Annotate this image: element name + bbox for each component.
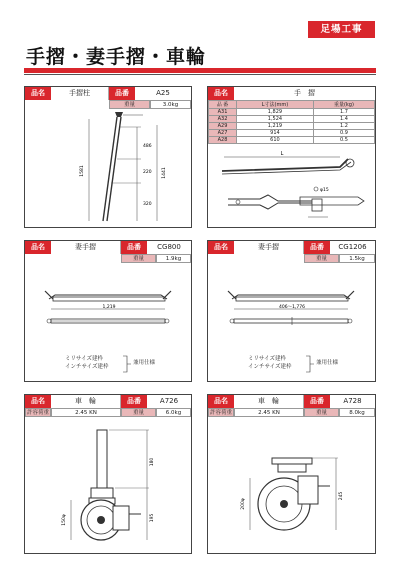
panel-end-rail-cg1206 <box>207 240 376 382</box>
load-key: 許容荷重 <box>26 410 49 416</box>
product-name: 車 輪 <box>234 395 304 408</box>
panel-header <box>208 395 375 408</box>
weight-value: 1.5kg <box>339 254 375 263</box>
handrail-drawing <box>208 149 375 228</box>
code-key: 品番 <box>109 87 135 100</box>
name-key: 品名 <box>25 241 51 254</box>
frame-compat-note <box>65 355 109 371</box>
note-inch-frame: インチサイズ建枠 <box>248 364 292 370</box>
code-key: 品番 <box>304 241 330 254</box>
dim-wheel: 200φ <box>241 498 246 510</box>
code-key: 品番 <box>121 241 147 254</box>
dim-total: 1581 <box>80 165 85 177</box>
caster-drawing <box>208 418 375 553</box>
panel-header <box>25 87 191 100</box>
note-bracket <box>122 355 132 373</box>
spec-table <box>208 100 375 144</box>
cell-length: 914 <box>237 130 314 137</box>
handrail-post-drawing <box>25 109 191 227</box>
cell-length: 1,829 <box>237 109 314 116</box>
weight-value: 1.9kg <box>156 254 191 263</box>
product-code: A25 <box>156 89 170 97</box>
product-name: 手 摺 <box>294 89 315 97</box>
cell-code: A28 <box>209 137 237 144</box>
frame-compat-note <box>248 355 292 371</box>
page-title: 手摺・妻手摺・車輪 <box>26 46 207 68</box>
load-key: 許容荷重 <box>209 410 232 416</box>
load-value: 2.45 KN <box>51 408 121 417</box>
spec-row <box>208 408 375 417</box>
note-mm-frame: ミリサイズ建枠 <box>248 356 286 362</box>
cell-code: A32 <box>209 116 237 123</box>
table-row <box>209 116 375 123</box>
dim-width: 1,219 <box>102 305 116 310</box>
weight-row <box>109 100 191 109</box>
end-rail-drawing <box>208 281 375 351</box>
weight-key: 重量 <box>109 100 150 109</box>
cell-weight: 1.7 <box>313 109 374 116</box>
spec-row <box>25 408 191 417</box>
cell-length: 610 <box>237 137 314 144</box>
name-key: 品名 <box>25 87 51 100</box>
weight-value: 3.0kg <box>150 100 191 109</box>
product-name: 車 輪 <box>51 395 121 408</box>
dim-height: 195 <box>150 513 155 523</box>
title-rule-black <box>24 74 376 75</box>
table-row <box>209 137 375 144</box>
weight-value: 8.0kg <box>339 408 375 417</box>
code-key: 品番 <box>304 395 330 408</box>
panel-handrail-post <box>24 86 192 228</box>
dim-pin-diameter: φ15 <box>320 188 329 193</box>
common-spec-note: 兼用仕様 <box>133 360 156 366</box>
weight-key: 重量 <box>121 408 156 417</box>
panel-caster-a728 <box>207 394 376 554</box>
dim-d3: 320 <box>143 202 152 207</box>
panel-caster-a726 <box>24 394 192 554</box>
note-mm-frame: ミリサイズ建枠 <box>65 356 103 362</box>
cell-weight: 0.9 <box>313 130 374 137</box>
table-row <box>209 130 375 137</box>
name-key: 品名 <box>208 87 234 100</box>
cell-length: 1,219 <box>237 123 314 130</box>
name-key: 品名 <box>208 241 234 254</box>
table-row <box>209 123 375 130</box>
col-weight: 重量(kg) <box>313 101 374 109</box>
name-key: 品名 <box>25 395 51 408</box>
name-key: 品名 <box>208 395 234 408</box>
table-row <box>209 109 375 116</box>
product-name: 手摺柱 <box>51 87 109 100</box>
common-spec-note: 兼用仕様 <box>316 360 339 366</box>
dim-length: L <box>280 151 284 157</box>
dim-height: 245 <box>339 491 344 501</box>
product-code: CG800 <box>157 243 181 251</box>
panel-end-rail-cg800 <box>24 240 192 382</box>
caster-drawing <box>25 418 191 553</box>
product-name: 妻手摺 <box>234 241 304 254</box>
cell-code: A31 <box>209 109 237 116</box>
product-code: A728 <box>343 397 362 405</box>
dim-inner: 1441 <box>162 167 167 179</box>
panel-header <box>208 87 375 100</box>
weight-key: 重量 <box>121 254 156 263</box>
product-code: A726 <box>159 397 179 405</box>
load-value: 2.45 KN <box>234 408 304 417</box>
cell-weight: 1.2 <box>313 123 374 130</box>
weight-row <box>304 254 375 263</box>
end-rail-drawing <box>25 281 191 351</box>
weight-key: 重量 <box>304 254 339 263</box>
cell-length: 1,524 <box>237 116 314 123</box>
panel-header <box>25 241 191 254</box>
weight-row <box>121 254 191 263</box>
cell-weight: 1.4 <box>313 116 374 123</box>
cell-code: A27 <box>209 130 237 137</box>
code-key: 品番 <box>121 395 147 408</box>
title-rule-red <box>24 68 376 73</box>
panel-header <box>25 395 191 408</box>
dim-d2: 220 <box>143 170 152 175</box>
note-bracket <box>305 355 315 373</box>
dim-diameter <box>126 109 141 110</box>
panel-header <box>208 241 375 254</box>
col-code: 品 番 <box>209 101 237 109</box>
col-length: L寸法(mm) <box>237 101 314 109</box>
weight-value: 6.0kg <box>156 408 191 417</box>
weight-key: 重量 <box>304 408 339 417</box>
dim-width-range: 406～1,776 <box>279 305 305 310</box>
dim-d1: 486 <box>143 144 152 149</box>
dim-stem: 180 <box>150 457 155 467</box>
product-code: CG1206 <box>338 243 367 251</box>
category-badge: 足場工事 <box>308 21 375 38</box>
note-inch-frame: インチサイズ建枠 <box>65 364 109 370</box>
product-name: 妻手摺 <box>51 241 121 254</box>
panel-handrail <box>207 86 376 228</box>
cell-code: A29 <box>209 123 237 130</box>
cell-weight: 0.5 <box>313 137 374 144</box>
dim-wheel: 150φ <box>62 514 67 526</box>
